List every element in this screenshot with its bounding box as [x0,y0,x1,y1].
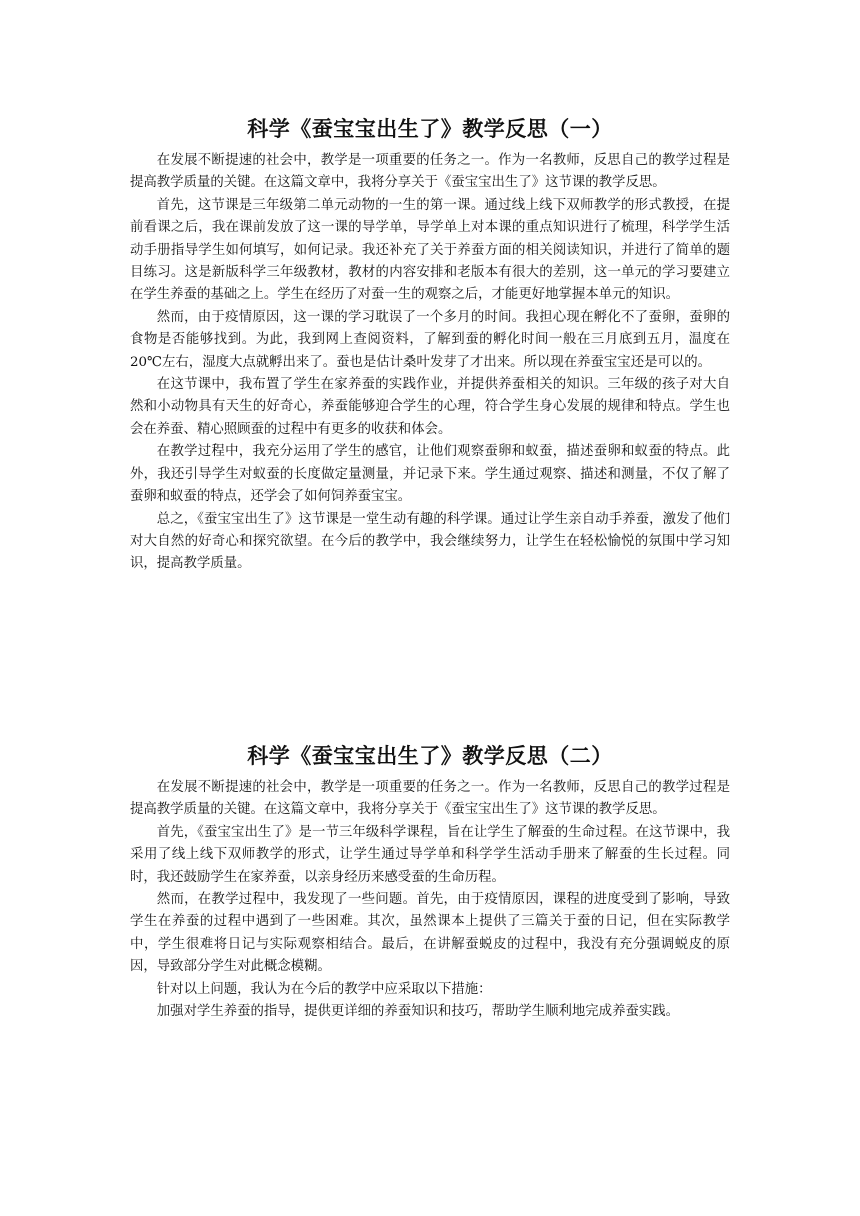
reflection-section-1 [130,113,730,576]
paragraph: 在发展不断提速的社会中，教学是一项重要的任务之一。作为一名教师，反思自己的教学过程是提高教学质量的关键。在这篇文章中，我将分享关于《蚕宝宝出生了》这节课的教学反思。 [130,780,730,818]
paragraph: 加强对学生养蚕的指导，提供更详细的养蚕知识和技巧，帮助学生顺利地完成养蚕实践。 [156,1004,680,1020]
paragraph: 在这节课中，我布置了学生在家养蚕的实践作业，并提供养蚕相关的知识。三年级的孩子对大自然和小动物具有天生的好奇心，养蚕能够迎合学生的心理，符合学生身心发展的规律和特点。学生也会在养蚕、精心照顾蚕的过程中有更多的收获和体会。 [130,377,730,437]
paragraph: 首先，《蚕宝宝出生了》是一节三年级科学课程，旨在让学生了解蚕的生命过程。在这节课中，我采用了线上线下双师教学的形式，让学生通过导学单和科学学生活动手册来了解蚕的生长过程。同时，我还鼓励学生在家养蚕，以亲身经历来感受蚕的生命历程。 [130,824,730,885]
paragraph: 首先，这节课是三年级第二单元动物的一生的第一课。通过线上线下双师教学的形式教授，在提前看课之后，我在课前发放了这一课的导学单，导学单上对本课的重点知识进行了梳理，科学学生活动手册指导学生如何填写，如何记录。我还补充了关于养蚕方面的相关阅读知识，并进行了简单的题目练习。这是新版科学三年级教材，教材的内容安排和老版本有很大的差别，这一单元的学习要建立在学生养蚕的基础之上。学生在经历了对蚕一生的观察之后，才能更好地掌握本单元的知识。 [130,197,730,303]
paragraph: 总之，《蚕宝宝出生了》这节课是一堂生动有趣的科学课。通过让学生亲自动手养蚕，激发了他们对大自然的好奇心和探究欲望。在今后的教学中，我会继续努力，让学生在轻松愉悦的氛围中学习知识，提高教学质量。 [130,511,730,572]
paragraph: 然而，由于疫情原因，这一课的学习耽误了一个多月的时间。我担心现在孵化不了蚕卵，蚕卵的食物是否能够找到。为此，我到网上查阅资料，了解到蚕的孵化时间一般在三月底到五月，温度在20℃左右，湿度大点就孵出来了。蚕也是估计桑叶发芽了才出来。所以现在养蚕宝宝还是可以的。 [130,309,730,370]
paragraph: 在发展不断提速的社会中，教学是一项重要的任务之一。作为一名教师，反思自己的教学过程是提高教学质量的关键。在这篇文章中，我将分享关于《蚕宝宝出生了》这节课的教学反思。 [130,153,730,191]
reflection-section-2 [130,740,730,1023]
paragraph: 针对以上问题，我认为在今后的教学中应采取以下措施： [156,981,492,997]
section-title: 科学《蚕宝宝出生了》教学反思（一） [247,117,613,141]
section-title: 科学《蚕宝宝出生了》教学反思（二） [247,744,613,768]
paragraph: 在教学过程中，我充分运用了学生的感官，让他们观察蚕卵和蚁蚕，描述蚕卵和蚁蚕的特点。此外，我还引导学生对蚁蚕的长度做定量测量，并记录下来。学生通过观察、描述和测量，不仅了解了蚕卵和蚁蚕的特点，还学会了如何饲养蚕宝宝。 [130,444,730,505]
paragraph: 然而，在教学过程中，我发现了一些问题。首先，由于疫情原因，课程的进度受到了影响，导致学生在养蚕的过程中遇到了一些困难。其次，虽然课本上提供了三篇关于蚕的日记，但在实际教学中，学生很难将日记与实际观察相结合。最后，在讲解蚕蜕皮的过程中，我没有充分强调蜕皮的原因，导致部分学生对此概念模糊。 [130,892,730,975]
